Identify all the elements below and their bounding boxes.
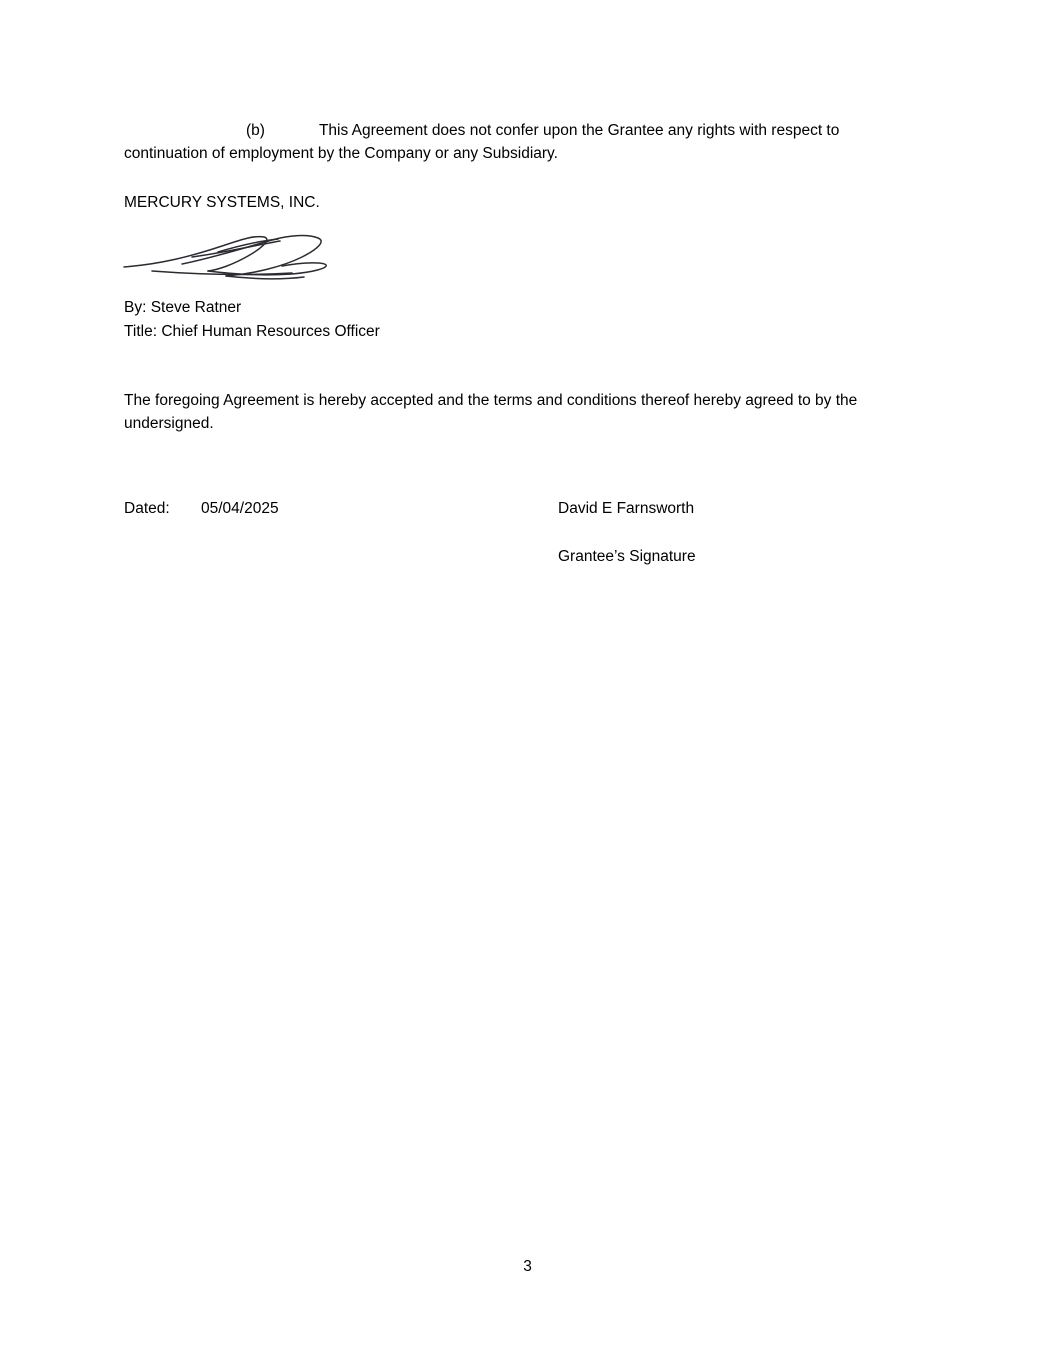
dated-label: Dated:	[124, 499, 170, 517]
acceptance-paragraph: The foregoing Agreement is hereby accepted and the terms and conditions thereof hereby agreed to by the undersigned.	[124, 391, 858, 432]
page-number: 3	[523, 1258, 532, 1275]
document-body	[124, 120, 924, 565]
handwritten-signature-icon	[122, 224, 372, 294]
grantee-name: David E Farnsworth	[558, 499, 695, 517]
spacer	[124, 166, 924, 192]
spacer	[124, 344, 924, 390]
grantee-signature-caption: Grantee’s Signature	[558, 547, 696, 565]
dated-row	[124, 499, 924, 565]
clause-text: This Agreement does not confer upon the Grantee any rights with respect to continuation of employment by the Company or any Subsidiary.	[124, 122, 840, 162]
signer-title-line: Title: Chief Human Resources Officer	[124, 322, 380, 340]
signature-block	[124, 224, 924, 296]
spacer	[124, 436, 924, 500]
clause-label: (b)	[246, 122, 265, 139]
signer-by-line: By: Steve Ratner	[124, 298, 242, 316]
dated-value: 05/04/2025	[201, 499, 279, 517]
clause-paragraph	[124, 120, 924, 166]
company-name: MERCURY SYSTEMS, INC.	[124, 193, 320, 211]
